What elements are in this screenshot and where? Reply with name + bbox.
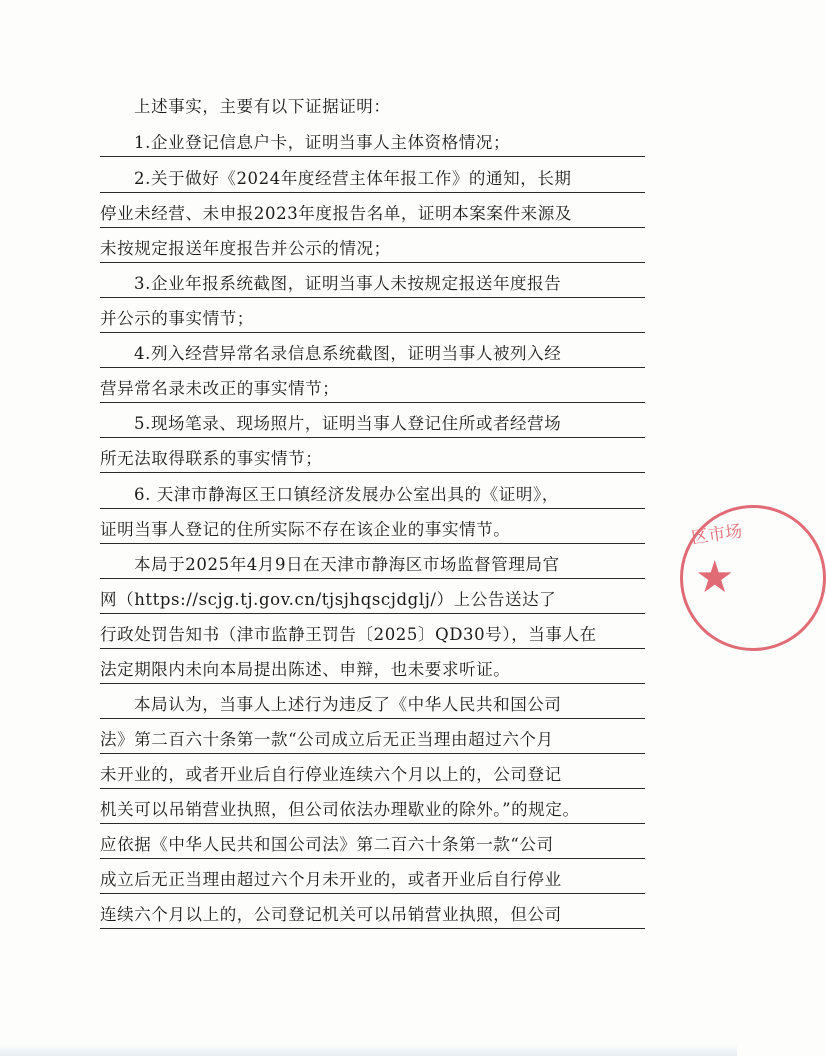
text-line: 6. 天津市静海区王口镇经济发展办公室出具的《证明》， xyxy=(100,482,645,509)
seal-text: 区市场 xyxy=(690,521,744,549)
text-line: 未按规定报送年度报告并公示的情况； xyxy=(100,236,645,263)
text-line: 证明当事人登记的住所实际不存在该企业的事实情节。 xyxy=(100,517,645,544)
text-line: 5.现场笔录、现场照片，证明当事人登记住所或者经营场 xyxy=(100,411,645,438)
text-line: 网（https://scjg.tj.gov.cn/tjsjhqscjdglj/）上公告送达了 xyxy=(100,587,645,614)
text-line: 本局于2025年4月9日在天津市静海区市场监督管理局官 xyxy=(100,552,645,579)
text-line: 应依据《中华人民共和国公司法》第二百六十条第一款“公司 xyxy=(100,832,645,859)
scan-edge xyxy=(0,1044,737,1056)
text-line: 3.企业年报系统截图，证明当事人未按规定报送年度报告 xyxy=(100,271,645,298)
official-seal xyxy=(680,505,826,651)
text-line: 停业未经营、未申报2023年度报告名单，证明本案案件来源及 xyxy=(100,201,645,228)
text-line: 营异常名录未改正的事实情节； xyxy=(100,376,645,403)
text-line: 机关可以吊销营业执照，但公司依法办理歇业的除外。”的规定。 xyxy=(100,797,645,824)
text-line: 4.列入经营异常名录信息系统截图，证明当事人被列入经 xyxy=(100,341,645,368)
text-line: 未开业的，或者开业后自行停业连续六个月以上的，公司登记 xyxy=(100,762,645,789)
text-line: 连续六个月以上的，公司登记机关可以吊销营业执照，但公司 xyxy=(100,902,645,929)
text-line: 法》第二百六十条第一款“公司成立后无正当理由超过六个月 xyxy=(100,727,645,754)
text-line: 并公示的事实情节； xyxy=(100,306,645,333)
text-line: 本局认为，当事人上述行为违反了《中华人民共和国公司 xyxy=(100,692,645,719)
star-icon: ★ xyxy=(695,552,735,603)
text-line: 成立后无正当理由超过六个月未开业的，或者开业后自行停业 xyxy=(100,867,645,894)
text-line: 行政处罚告知书（津市监静王罚告〔2025〕QD30号），当事人在 xyxy=(100,622,645,649)
text-line: 所无法取得联系的事实情节； xyxy=(100,446,645,473)
text-line: 1.企业登记信息户卡，证明当事人主体资格情况； xyxy=(100,130,645,157)
text-line: 2.关于做好《2024年度经营主体年报工作》的通知，长期 xyxy=(100,166,645,193)
text-line: 上述事实，主要有以下证据证明： xyxy=(134,97,391,116)
text-line: 法定期限内未向本局提出陈述、申辩，也未要求听证。 xyxy=(100,657,645,684)
